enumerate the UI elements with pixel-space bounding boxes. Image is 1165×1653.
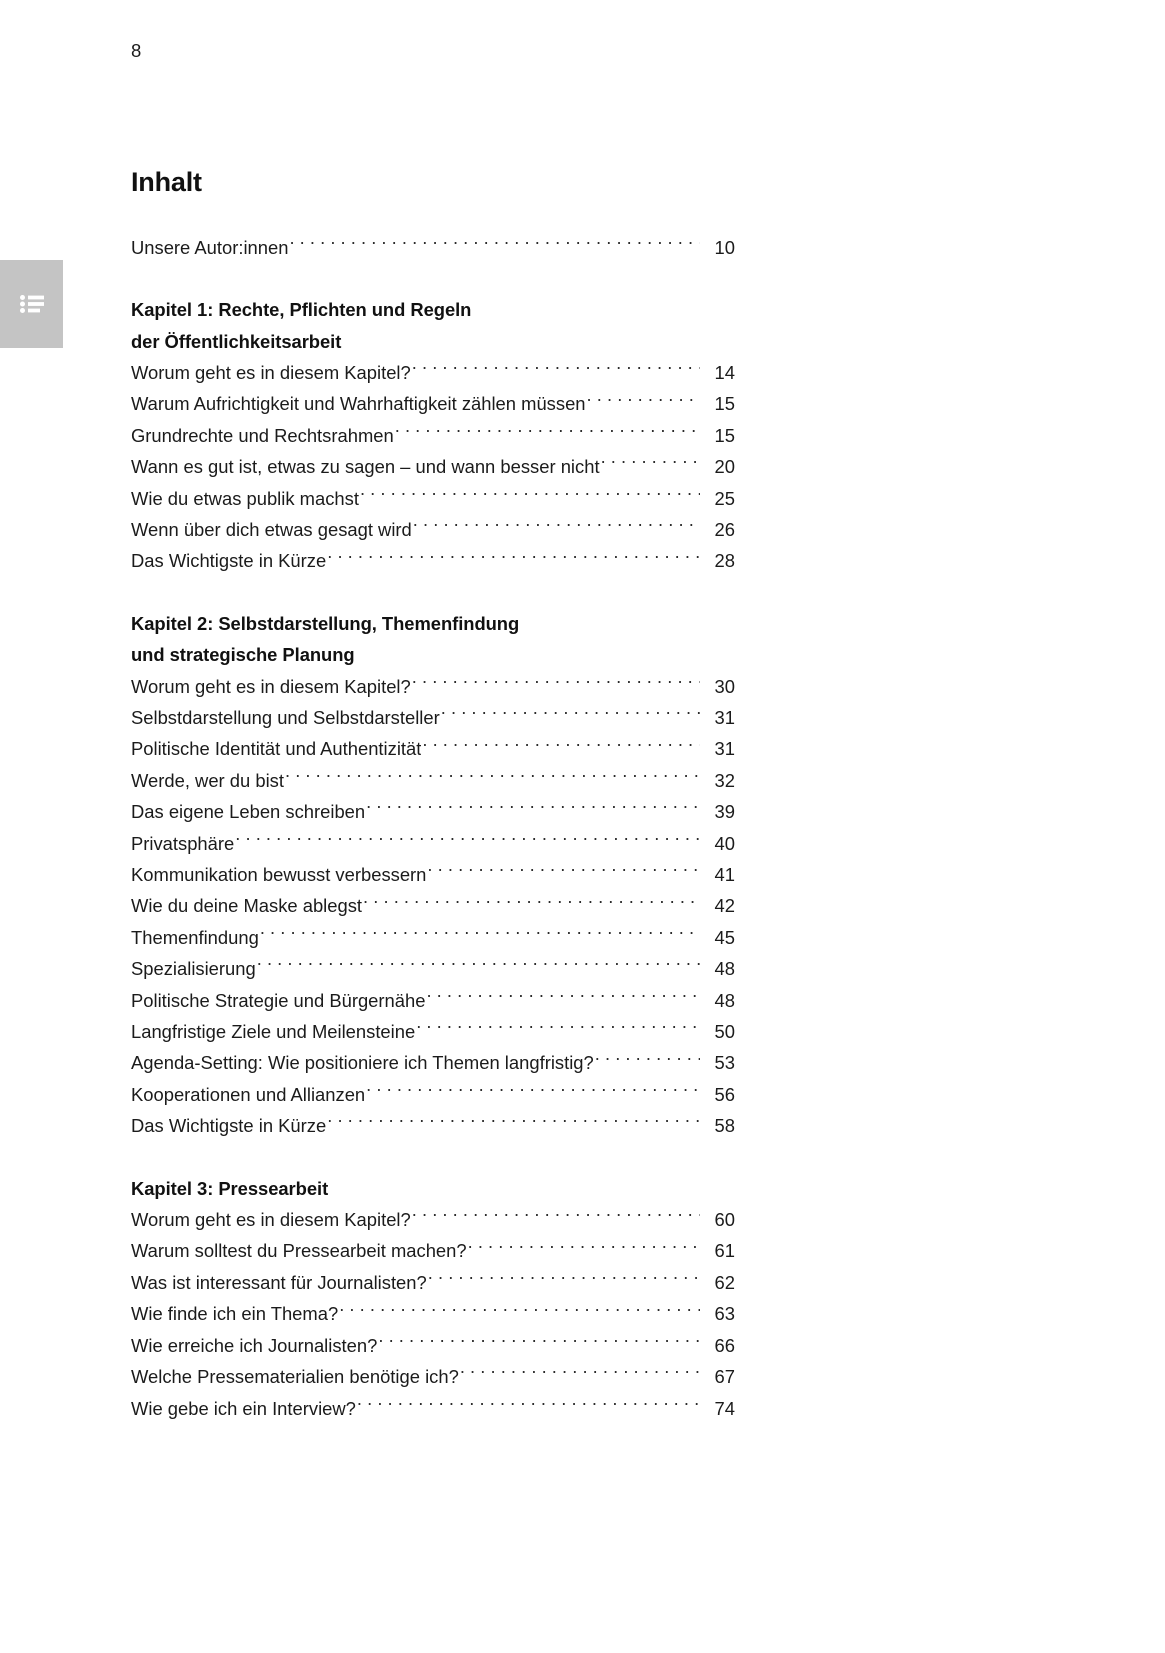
toc-leader-dots [285,768,700,786]
toc-entry-label: Wie erreiche ich Journalisten? [131,1334,378,1356]
sidebar-tab-contents[interactable] [0,260,63,348]
toc-entry-label: Worum geht es in diesem Kapitel? [131,361,411,383]
toc-entry-label: Spezialisierung [131,958,256,980]
toc-entry-page: 32 [714,769,735,791]
toc-entry-label: Unsere Autor:innen [131,236,289,258]
toc-entry-label: Das Wichtigste in Kürze [131,1115,327,1137]
toc-entry-page: 48 [714,958,735,980]
toc-entry-label: Welche Pressematerialien benötige ich? [131,1366,459,1388]
toc-entry[interactable] [131,922,735,953]
toc-leader-dots [428,1270,700,1288]
toc-chapter-2 [131,608,735,1142]
toc-entry[interactable] [131,451,735,482]
toc-entry[interactable] [131,514,735,545]
toc-leader-dots [422,737,700,755]
toc-leader-dots [412,674,700,692]
toc-entry[interactable] [131,796,735,827]
toc-group-intro [131,232,735,263]
page-number: 8 [131,40,142,61]
toc-entry-page: 28 [714,550,735,572]
toc-entry-label: Politische Identität und Authentizität [131,738,422,760]
toc-leader-dots [363,894,700,912]
toc-chapter-1 [131,294,735,577]
chapter-heading-line: Kapitel 2: Selbstdarstellung, Themenfindung [131,612,520,634]
toc-leader-dots [412,361,700,379]
toc-leader-dots [339,1302,700,1320]
toc-leader-dots [426,988,700,1006]
toc-entry[interactable] [131,232,735,263]
toc-entry[interactable] [131,953,735,984]
toc-entry-page: 25 [714,487,735,509]
toc-leader-dots [260,925,700,943]
toc-entry-label: Kooperationen und Allianzen [131,1083,366,1105]
toc-entry-page: 53 [714,1052,735,1074]
toc-leader-dots [327,549,700,567]
toc-entry[interactable] [131,702,735,733]
toc-entry-label: Das eigene Leben schreiben [131,801,366,823]
toc-entry-page: 15 [714,424,735,446]
toc-entry-label: Themenfindung [131,926,259,948]
toc-entry-page: 42 [714,895,735,917]
toc-entry-label: Was ist interessant für Journalisten? [131,1271,427,1293]
toc-entry[interactable] [131,1267,735,1298]
toc-entry-page: 60 [714,1209,735,1231]
toc-entry-label: Worum geht es in diesem Kapitel? [131,1209,411,1231]
toc-entry-label: Wie gebe ich ein Interview? [131,1397,356,1419]
toc-entry-label: Werde, wer du bist [131,769,284,791]
toc-leader-dots [441,706,700,724]
toc-entry[interactable] [131,1235,735,1266]
toc-entry-page: 30 [714,675,735,697]
table-of-contents [131,168,735,1424]
toc-entry-label: Worum geht es in diesem Kapitel? [131,675,411,697]
toc-entry[interactable] [131,1079,735,1110]
toc-entry-label: Wenn über dich etwas gesagt wird [131,518,412,540]
toc-entry[interactable] [131,985,735,1016]
page-title: Inhalt [131,167,202,197]
toc-entry-page: 66 [714,1334,735,1356]
toc-entry-page: 62 [714,1271,735,1293]
toc-entry-page: 56 [714,1083,735,1105]
toc-entry-page: 31 [714,738,735,760]
toc-entry-label: Privatsphäre [131,832,235,854]
toc-entry-page: 31 [714,706,735,728]
toc-entry-page: 63 [714,1303,735,1325]
toc-leader-dots [378,1333,700,1351]
toc-entry-label: Langfristige Ziele und Meilensteine [131,1021,416,1043]
toc-entry[interactable] [131,828,735,859]
toc-leader-dots [413,518,700,536]
toc-entry-page: 45 [714,926,735,948]
toc-leader-dots [235,831,700,849]
toc-entry-label: Kommunikation bewusst verbessern [131,864,427,885]
toc-entry-page: 61 [714,1240,735,1262]
toc-entry[interactable] [131,388,735,419]
toc-entry-page: 40 [714,832,735,854]
toc-entry-label: Politische Strategie und Bürgernähe [131,989,426,1011]
toc-leader-dots [601,455,700,473]
toc-leader-dots [366,800,700,818]
chapter-heading-line: der Öffentlichkeitsarbeit [131,330,342,352]
toc-entry-label: Grundrechte und Rechtsrahmen [131,424,394,446]
toc-entry-page: 10 [714,236,735,258]
toc-entry[interactable] [131,1047,735,1078]
toc-entry[interactable] [131,357,735,388]
toc-entry-page: 48 [714,989,735,1011]
toc-leader-dots [257,957,700,975]
toc-entry-page: 39 [714,801,735,823]
toc-leader-dots [327,1114,700,1132]
toc-leader-dots [468,1239,700,1257]
toc-entry-page: 14 [714,361,735,383]
toc-entry[interactable] [131,671,735,702]
toc-entry[interactable] [131,765,735,796]
toc-entry-label: Wann es gut ist, etwas zu sagen – und wann besser nicht [131,456,600,478]
toc-entry-page: 26 [714,518,735,540]
toc-entry[interactable] [131,1016,735,1047]
toc-entry-label: Das Wichtigste in Kürze [131,550,327,572]
toc-leader-dots [587,392,700,410]
toc-entry[interactable] [131,420,735,451]
toc-entry[interactable] [131,1361,735,1392]
chapter-heading-line: Kapitel 1: Rechte, Pflichten und Regeln [131,299,472,321]
toc-entry[interactable] [131,1204,735,1235]
toc-leader-dots [360,486,700,504]
toc-entry-label: Warum solltest du Pressearbeit machen? [131,1240,467,1262]
toc-leader-dots [357,1396,700,1414]
toc-leader-dots [416,1020,700,1038]
toc-entry-page: 74 [714,1397,735,1419]
toc-entry[interactable] [131,1298,735,1329]
toc-leader-dots [595,1051,700,1069]
list-icon [20,295,44,313]
toc-entry[interactable] [131,1330,735,1361]
toc-leader-dots [395,423,700,441]
toc-entry[interactable] [131,859,735,890]
toc-leader-dots [460,1365,700,1383]
toc-entry[interactable] [131,483,735,514]
chapter-heading-line: und strategische Planung [131,644,355,666]
toc-entry-page: 41 [714,864,735,885]
toc-entry[interactable] [131,890,735,921]
toc-entry-label: Wie finde ich ein Thema? [131,1303,339,1325]
toc-entry-label: Wie du etwas publik machst [131,487,359,509]
toc-entry-page: 15 [714,393,735,415]
chapter-heading-line: Kapitel 3: Pressearbeit [131,1177,329,1199]
toc-leader-dots [366,1082,700,1100]
toc-entry[interactable] [131,733,735,764]
toc-entry-page: 67 [714,1366,735,1388]
toc-leader-dots [427,863,700,881]
toc-leader-dots [289,235,700,253]
toc-entry[interactable] [131,545,735,576]
toc-entry-label: Selbstdarstellung und Selbstdarsteller [131,706,440,728]
toc-entry-page: 20 [714,456,735,478]
toc-entry-page: 50 [714,1021,735,1043]
toc-chapter-3 [131,1173,735,1424]
toc-entry[interactable] [131,1110,735,1141]
toc-leader-dots [412,1208,700,1226]
toc-entry[interactable] [131,1393,735,1424]
toc-entry-label: Warum Aufrichtigkeit und Wahrhaftigkeit zählen müssen [131,393,586,415]
toc-entry-label: Agenda-Setting: Wie positioniere ich Themen langfristig? [131,1052,594,1074]
toc-entry-page: 58 [714,1115,735,1137]
toc-entry-label: Wie du deine Maske ablegst [131,895,363,917]
